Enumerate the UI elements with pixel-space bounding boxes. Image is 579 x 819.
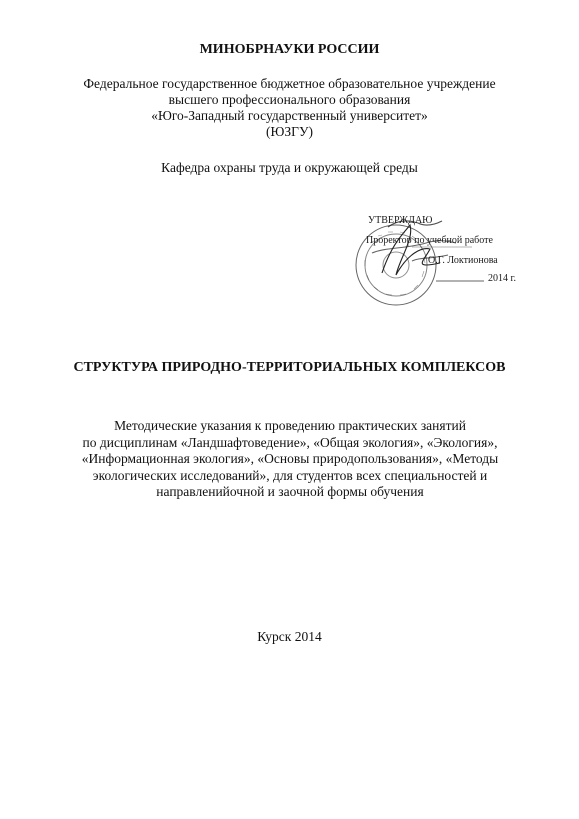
description-line: «Информационная экология», «Основы природопользования», «Методы bbox=[81, 451, 499, 466]
document-title: СТРУКТУРА ПРИРОДНО-ТЕРРИТОРИАЛЬНЫХ КОМПЛЕКСОВ bbox=[73, 360, 506, 375]
ministry-heading: МИНОБРНАУКИ РОССИИ bbox=[199, 42, 380, 57]
department-name: Кафедра охраны труда и окружающей среды bbox=[161, 160, 418, 175]
approval-label: УТВЕРЖДАЮ bbox=[368, 215, 433, 226]
university-name: «Юго-Западный государственный университет» bbox=[151, 108, 428, 123]
document-description bbox=[40, 418, 540, 501]
organization-line: Федеральное государственное бюджетное образовательное учреждение bbox=[83, 76, 496, 91]
approval-year: 2014 г. bbox=[488, 273, 516, 284]
description-line: экологических исследований», для студентов всех специальностей и bbox=[92, 467, 488, 483]
city-year: Курск 2014 bbox=[257, 629, 322, 644]
description-line: по дисциплинам «Ландшафтоведение», «Общая экология», «Экология», bbox=[82, 434, 498, 450]
organization-line: высшего профессионального образования bbox=[168, 92, 411, 107]
approver-name: О.Г. Локтионова bbox=[428, 255, 498, 266]
university-abbreviation: (ЮЗГУ) bbox=[266, 124, 313, 139]
description-line: Методические указания к проведению практических занятий bbox=[114, 418, 466, 433]
approver-position: Проректор по учебной работе bbox=[366, 235, 493, 246]
description-line: направленийочной и заочной формы обучения bbox=[156, 484, 424, 499]
approval-stamp bbox=[352, 203, 532, 313]
